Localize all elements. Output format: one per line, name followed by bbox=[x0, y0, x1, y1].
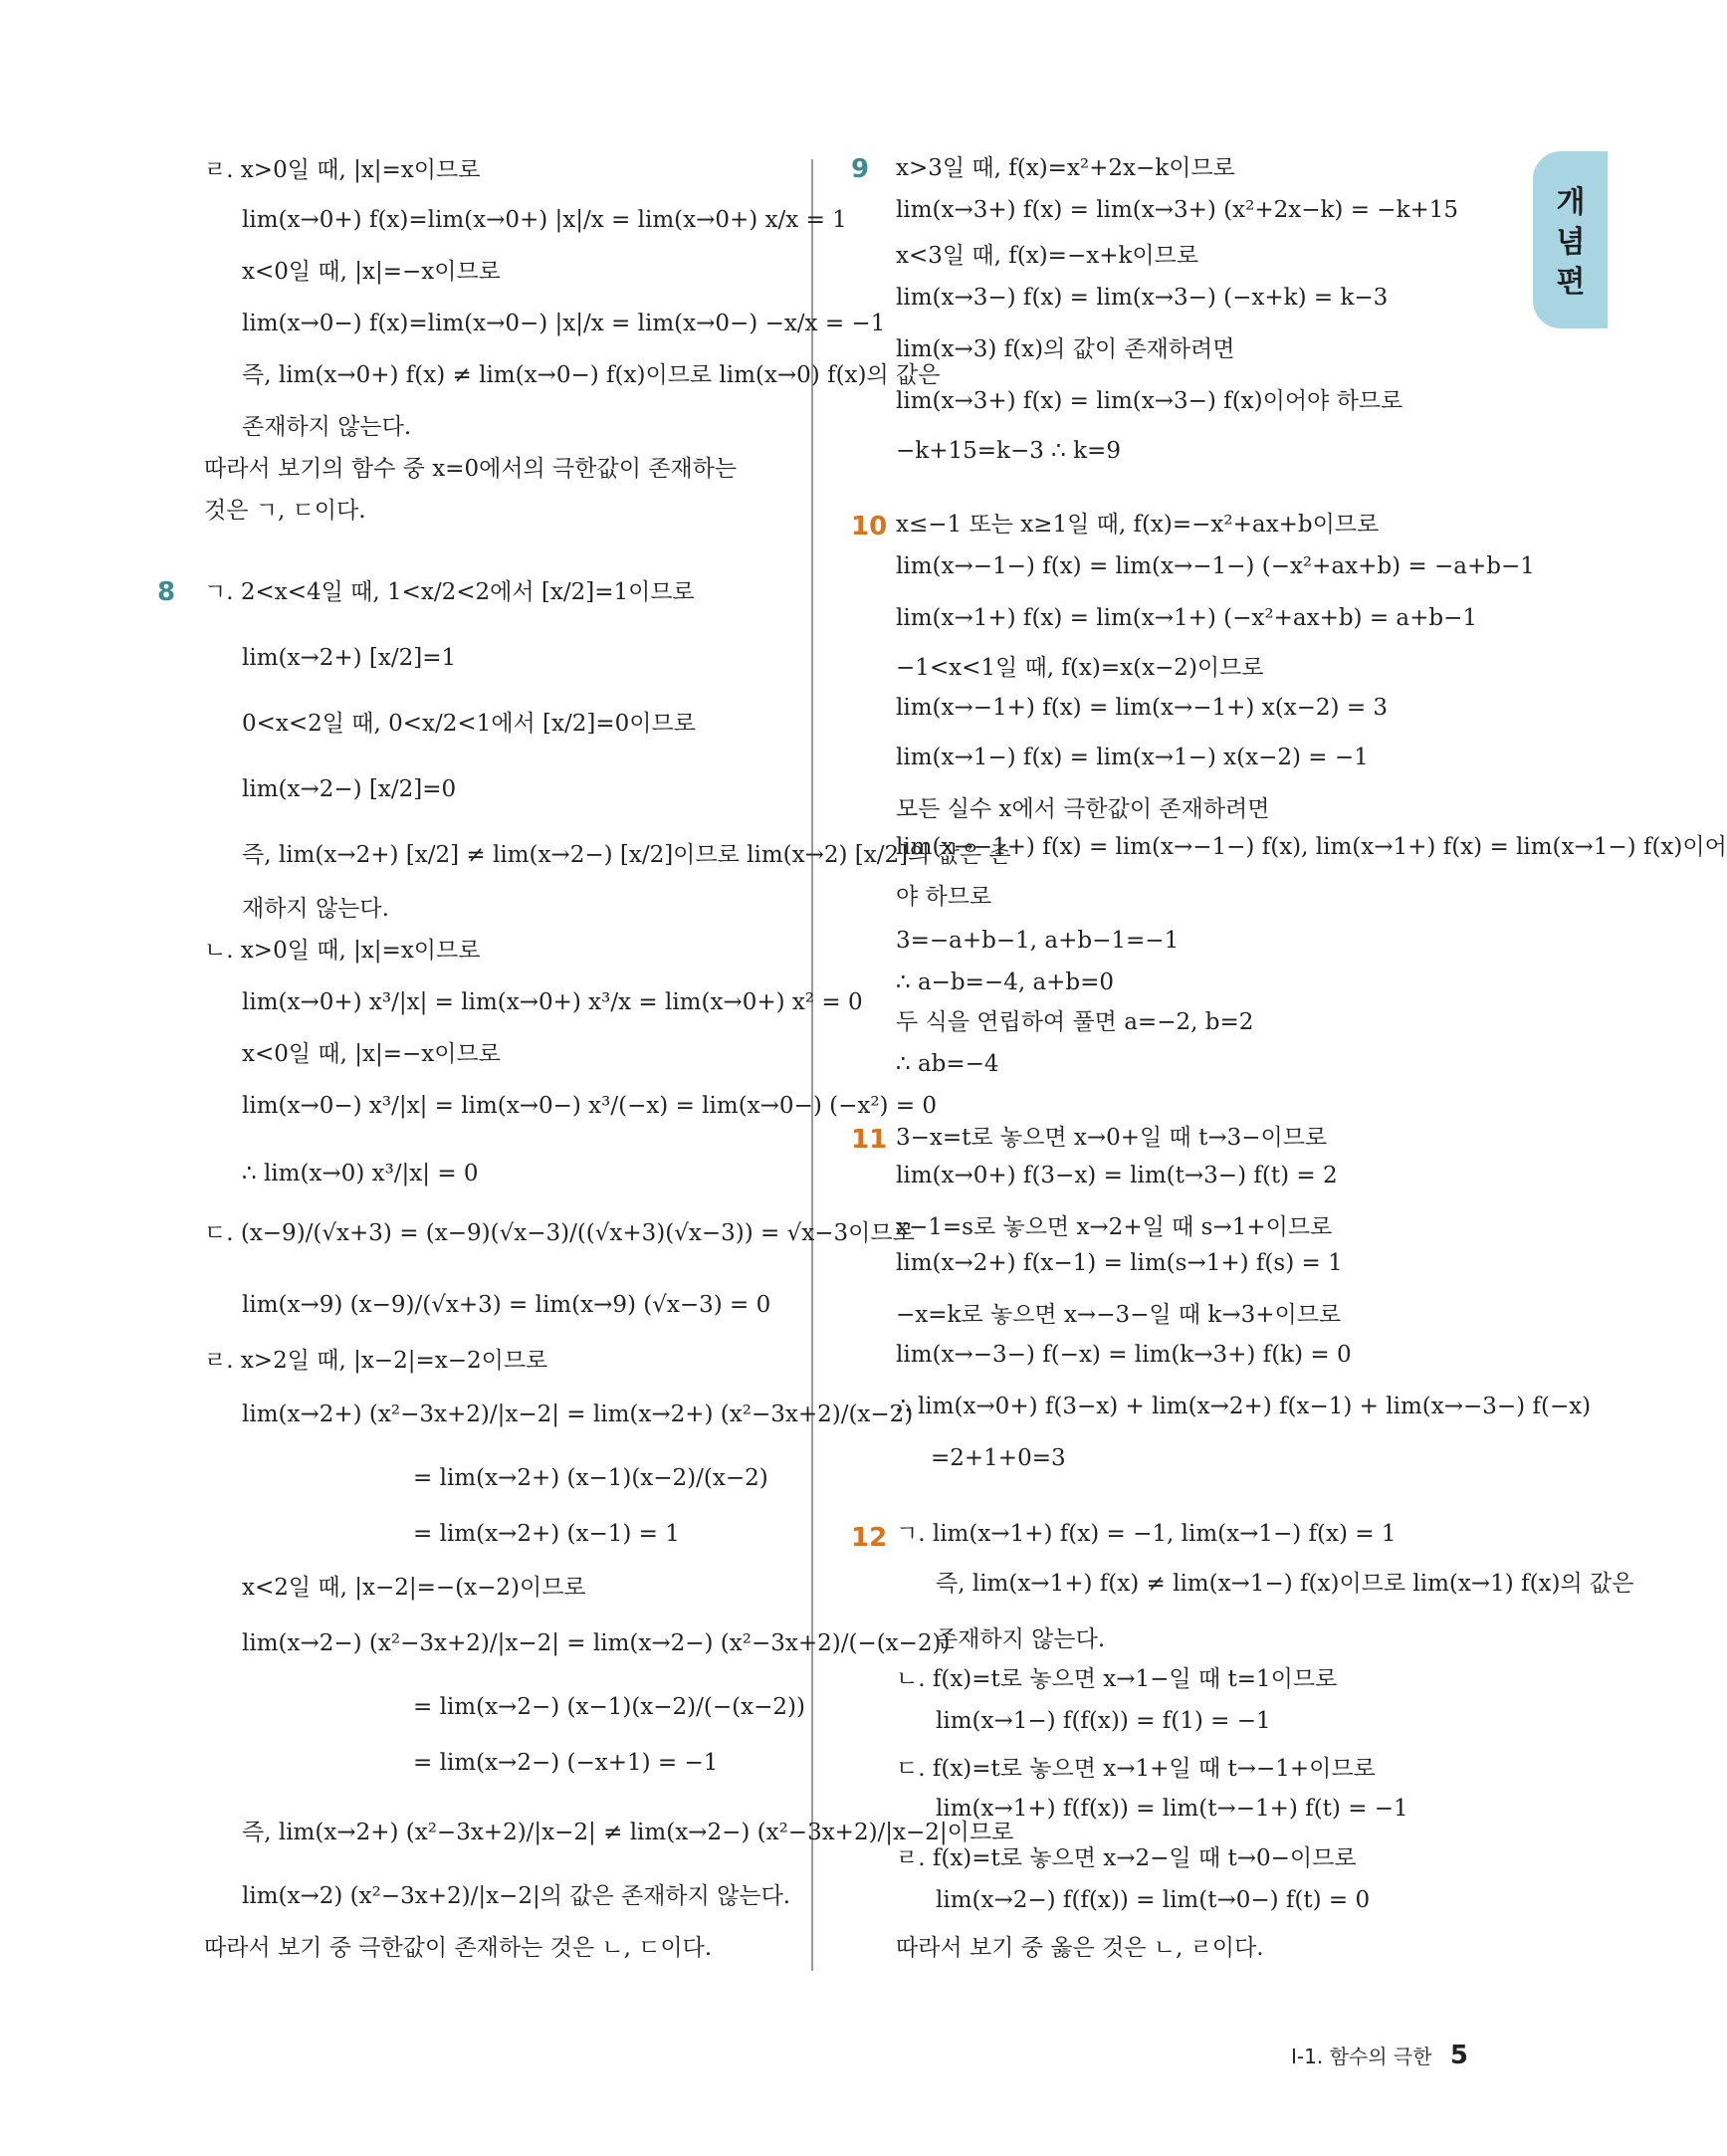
problem-number-9: 9 bbox=[851, 154, 870, 184]
solution-line: = lim(x→2+) (x−1)(x−2)/(x−2) bbox=[413, 1465, 768, 1491]
solution-line: = lim(x→2−) (−x+1) = −1 bbox=[413, 1750, 719, 1776]
solution-line: 따라서 보기 중 극한값이 존재하는 것은 ㄴ, ㄷ이다. bbox=[204, 1935, 713, 1961]
solution-line: lim(x→−3−) f(−x) = lim(k→3+) f(k) = 0 bbox=[896, 1342, 1352, 1368]
solution-line: x>3일 때, f(x)=x²+2x−k이므로 bbox=[896, 155, 1235, 181]
solution-line: 재하지 않는다. bbox=[242, 896, 389, 922]
solution-line: 따라서 보기 중 옳은 것은 ㄴ, ㄹ이다. bbox=[896, 1935, 1264, 1961]
solution-line: lim(x→1+) f(x) = lim(x→1+) (−x²+ax+b) = a+b−1 bbox=[896, 605, 1478, 631]
solution-line: ㄴ. f(x)=t로 놓으면 x→1−일 때 t=1이므로 bbox=[896, 1666, 1338, 1692]
solution-line: ㄷ. f(x)=t로 놓으면 x→1+일 때 t→−1+이므로 bbox=[896, 1756, 1376, 1782]
solution-line: 즉, lim(x→2+) (x²−3x+2)/|x−2| ≠ lim(x→2−) (x²−3x+2)/|x−2|이므로 bbox=[242, 1820, 1014, 1845]
section-label: I-1. 함수의 극한 bbox=[1291, 2045, 1432, 2068]
solution-line: lim(x→2−) [x/2]=0 bbox=[242, 776, 457, 802]
solution-line: 즉, lim(x→2+) [x/2] ≠ lim(x→2−) [x/2]이므로 lim(x→2) [x/2]의 값은 존 bbox=[242, 842, 1011, 868]
solution-line: lim(x→1+) f(f(x)) = lim(t→−1+) f(t) = −1 bbox=[936, 1796, 1408, 1822]
problem-number-10: 10 bbox=[851, 512, 888, 541]
solution-line: = lim(x→2−) (x−1)(x−2)/(−(x−2)) bbox=[413, 1694, 805, 1720]
page-footer bbox=[1291, 2041, 1468, 2070]
solution-line: lim(x→2+) (x²−3x+2)/|x−2| = lim(x→2+) (x²−3x+2)/(x−2) bbox=[242, 1401, 914, 1427]
solution-line: 즉, lim(x→0+) f(x) ≠ lim(x→0−) f(x)이므로 lim(x→0) f(x)의 값은 bbox=[242, 362, 941, 388]
solution-line: ㄴ. x>0일 때, |x|=x이므로 bbox=[204, 938, 481, 964]
chapter-tab-label: 개 념 편 bbox=[1556, 185, 1586, 300]
solution-line: x<0일 때, |x|=−x이므로 bbox=[242, 1041, 501, 1067]
solution-line: lim(x→2+) f(x−1) = lim(s→1+) f(s) = 1 bbox=[896, 1250, 1343, 1276]
page-number: 5 bbox=[1449, 2041, 1468, 2070]
solution-line: lim(x→2−) (x²−3x+2)/|x−2| = lim(x→2−) (x²−3x+2)/(−(x−2)) bbox=[242, 1630, 951, 1656]
solution-line: ㄱ. lim(x→1+) f(x) = −1, lim(x→1−) f(x) = 1 bbox=[896, 1521, 1397, 1547]
solution-line: lim(x→3) f(x)의 값이 존재하려면 bbox=[896, 336, 1235, 362]
solution-line: lim(x→3+) f(x) = lim(x→3+) (x²+2x−k) = −k+15 bbox=[896, 197, 1459, 223]
solution-line: 0<x<2일 때, 0<x/2<1에서 [x/2]=0이므로 bbox=[242, 711, 696, 737]
solution-line: x<2일 때, |x−2|=−(x−2)이므로 bbox=[242, 1575, 586, 1601]
solution-line: ㄹ. x>2일 때, |x−2|=x−2이므로 bbox=[204, 1348, 548, 1374]
solution-line: lim(x→1−) f(f(x)) = f(1) = −1 bbox=[936, 1708, 1271, 1734]
solution-line: lim(x→0+) x³/|x| = lim(x→0+) x³/x = lim(x→0+) x² = 0 bbox=[242, 989, 863, 1015]
solution-line: = lim(x→2+) (x−1) = 1 bbox=[413, 1521, 680, 1547]
solution-line: −1<x<1일 때, f(x)=x(x−2)이므로 bbox=[896, 655, 1264, 681]
solution-line: ∴ ab=−4 bbox=[896, 1051, 999, 1077]
solution-line: ∴ lim(x→0+) f(3−x) + lim(x→2+) f(x−1) + lim(x→−3−) f(−x) bbox=[896, 1394, 1592, 1419]
problem-number-11: 11 bbox=[851, 1125, 888, 1155]
solution-line: 3−x=t로 놓으면 x→0+일 때 t→3−이므로 bbox=[896, 1125, 1328, 1151]
column-divider bbox=[811, 159, 813, 1971]
solution-line: 존재하지 않는다. bbox=[936, 1626, 1106, 1652]
solution-line: lim(x→3−) f(x) = lim(x→3−) (−x+k) = k−3 bbox=[896, 285, 1389, 311]
solution-line: ㄹ. f(x)=t로 놓으면 x→2−일 때 t→0−이므로 bbox=[896, 1845, 1357, 1871]
solution-line: lim(x→2+) [x/2]=1 bbox=[242, 645, 457, 671]
solution-line: 존재하지 않는다. bbox=[242, 414, 412, 440]
solution-line: lim(x→0+) f(x)=lim(x→0+) |x|/x = lim(x→0+) x/x = 1 bbox=[242, 207, 847, 233]
solution-line: −k+15=k−3 ∴ k=9 bbox=[896, 438, 1121, 464]
solution-line: 즉, lim(x→1+) f(x) ≠ lim(x→1−) f(x)이므로 lim(x→1) f(x)의 값은 bbox=[936, 1571, 1634, 1597]
solution-line: x≤−1 또는 x≥1일 때, f(x)=−x²+ax+b이므로 bbox=[896, 512, 1380, 538]
solution-line: ㄹ. x>0일 때, |x|=x이므로 bbox=[204, 157, 481, 183]
solution-line: lim(x→−1−) f(x) = lim(x→−1−) (−x²+ax+b) = −a+b−1 bbox=[896, 553, 1535, 579]
problem-number-12: 12 bbox=[851, 1523, 888, 1553]
solution-line: x<0일 때, |x|=−x이므로 bbox=[242, 259, 501, 285]
solution-line: lim(x→3+) f(x) = lim(x→3−) f(x)이어야 하므로 bbox=[896, 388, 1403, 414]
solution-line: lim(x→0−) x³/|x| = lim(x→0−) x³/(−x) = lim(x→0−) (−x²) = 0 bbox=[242, 1093, 938, 1119]
solution-line: 것은 ㄱ, ㄷ이다. bbox=[204, 498, 366, 524]
solution-line: 야 하므로 bbox=[896, 884, 992, 910]
solution-line: lim(x→0−) f(x)=lim(x→0−) |x|/x = lim(x→0−) −x/x = −1 bbox=[242, 311, 886, 336]
solution-line: ㄷ. (x−9)/(√x+3) = (x−9)(√x−3)/((√x+3)(√x−3)) = √x−3이므로 bbox=[204, 1220, 915, 1246]
solution-line: lim(x→9) (x−9)/(√x+3) = lim(x→9) (√x−3) = 0 bbox=[242, 1292, 771, 1318]
solution-line: x<3일 때, f(x)=−x+k이므로 bbox=[896, 243, 1199, 269]
solution-line: 모든 실수 x에서 극한값이 존재하려면 bbox=[896, 796, 1270, 822]
solution-line: ∴ lim(x→0) x³/|x| = 0 bbox=[242, 1161, 479, 1186]
solution-line: lim(x→2−) f(f(x)) = lim(t→0−) f(t) = 0 bbox=[936, 1887, 1371, 1913]
solution-line: lim(x→1−) f(x) = lim(x→1−) x(x−2) = −1 bbox=[896, 745, 1369, 770]
solution-line: x−1=s로 놓으면 x→2+일 때 s→1+이므로 bbox=[896, 1214, 1333, 1240]
solution-line: lim(x→−1+) f(x) = lim(x→−1−) f(x), lim(x→1+) f(x) = lim(x→1−) f(x)이어 bbox=[896, 834, 1727, 860]
problem-number-8: 8 bbox=[157, 577, 176, 607]
chapter-tab bbox=[1533, 151, 1608, 328]
solution-line: −x=k로 놓으면 x→−3−일 때 k→3+이므로 bbox=[896, 1302, 1342, 1328]
solution-line: lim(x→0+) f(3−x) = lim(t→3−) f(t) = 2 bbox=[896, 1163, 1338, 1188]
solution-line: lim(x→−1+) f(x) = lim(x→−1+) x(x−2) = 3 bbox=[896, 695, 1389, 721]
solution-line: ∴ a−b=−4, a+b=0 bbox=[896, 970, 1115, 995]
solution-line: =2+1+0=3 bbox=[931, 1445, 1066, 1471]
solution-line: 두 식을 연립하여 풀면 a=−2, b=2 bbox=[896, 1009, 1254, 1035]
solution-line: 3=−a+b−1, a+b−1=−1 bbox=[896, 928, 1180, 954]
solution-line: 따라서 보기의 함수 중 x=0에서의 극한값이 존재하는 bbox=[204, 456, 738, 482]
solution-line: ㄱ. 2<x<4일 때, 1<x/2<2에서 [x/2]=1이므로 bbox=[204, 579, 695, 605]
solution-line: lim(x→2) (x²−3x+2)/|x−2|의 값은 존재하지 않는다. bbox=[242, 1883, 791, 1909]
